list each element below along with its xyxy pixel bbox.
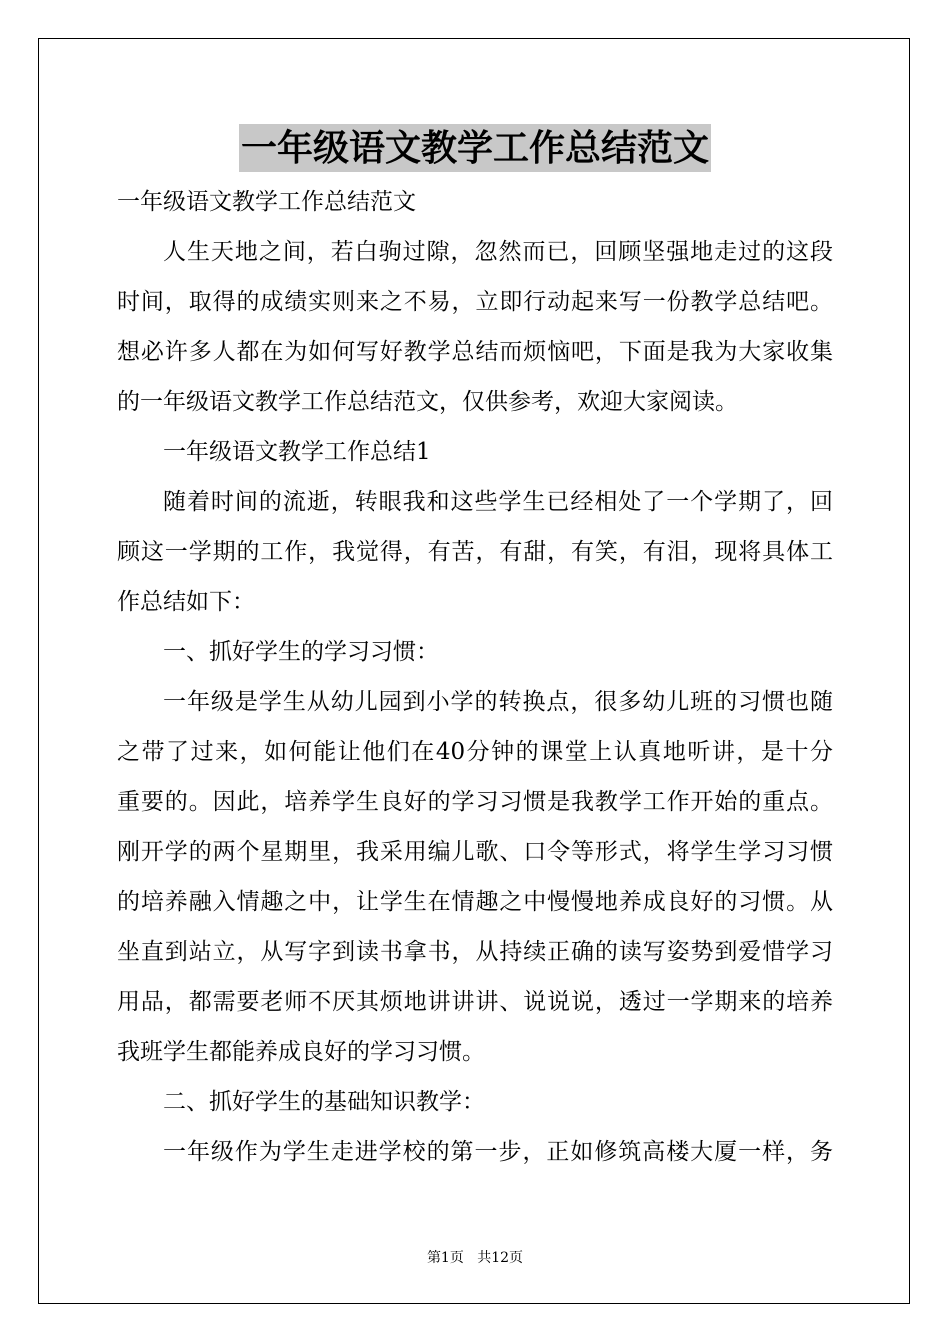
text-line: 一年级作为学生走进学校的第一步，正如修筑高楼大厦一样，务 — [163, 1139, 833, 1165]
text-line: 一年级语文教学工作总结1 — [163, 439, 431, 465]
text-line: 用品，都需要老师不厌其烦地讲讲讲、说说说，透过一学期来的培养 — [117, 989, 833, 1015]
text-line: 的一年级语文教学工作总结范文，仅供参考，欢迎大家阅读。 — [117, 389, 738, 415]
text-line: 的培养融入情趣之中，让学生在情趣之中慢慢地养成良好的习惯。从 — [117, 889, 833, 915]
page-total: 共12页 — [477, 1250, 524, 1266]
text-line: 坐直到站立，从写字到读书拿书，从持续正确的读写姿势到爱惜学习 — [117, 939, 833, 965]
text-line: 作总结如下： — [117, 589, 255, 615]
text-line: 人生天地之间，若白驹过隙，忽然而已，回顾坚强地走过的这段 — [163, 239, 833, 265]
document-title: 一年级语文教学工作总结范文 — [239, 124, 711, 172]
text-line: 顾这一学期的工作，我觉得，有苦，有甜，有笑，有泪，现将具体工 — [117, 539, 833, 565]
page-number: 第1页 — [426, 1250, 464, 1266]
text-line: 刚开学的两个星期里，我采用编儿歌、口令等形式，将学生学习习惯 — [117, 839, 833, 865]
text-line: 一、抓好学生的学习习惯： — [163, 639, 439, 665]
text-line: 想必许多人都在为如何写好教学总结而烦恼吧，下面是我为大家收集 — [117, 339, 833, 365]
text-line: 一年级语文教学工作总结范文 — [117, 189, 416, 215]
title-container — [0, 124, 950, 172]
text-line: 一年级是学生从幼儿园到小学的转换点，很多幼儿班的习惯也随 — [163, 689, 833, 715]
text-line: 时间，取得的成绩实则来之不易，立即行动起来写一份教学总结吧。 — [117, 289, 833, 315]
text-line: 二、抓好学生的基础知识教学： — [163, 1089, 485, 1115]
text-line: 重要的。因此，培养学生良好的学习习惯是我教学工作开始的重点。 — [117, 789, 833, 815]
page-footer — [0, 1247, 950, 1267]
text-line: 我班学生都能养成良好的学习习惯。 — [117, 1039, 485, 1065]
text-line: 随着时间的流逝，转眼我和这些学生已经相处了一个学期了，回 — [163, 489, 833, 515]
document-body — [117, 177, 833, 1177]
text-line: 之带了过来，如何能让他们在40分钟的课堂上认真地听讲，是十分 — [117, 739, 833, 765]
